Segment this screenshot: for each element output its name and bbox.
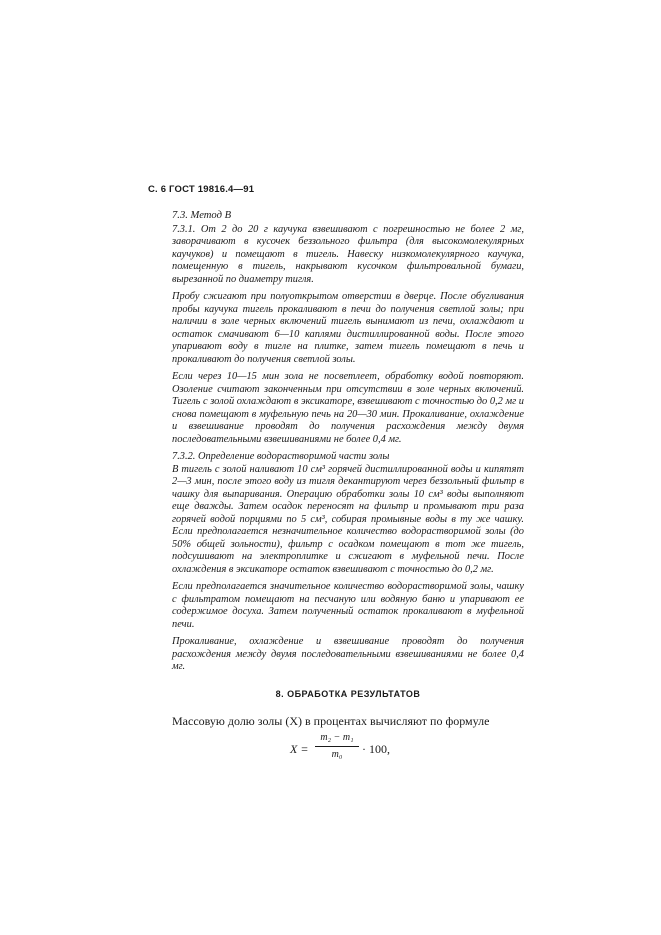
section-8-title: 8. ОБРАБОТКА РЕЗУЛЬТАТОВ <box>275 688 421 699</box>
paragraph-burning: Пробу сжигают при полуоткрытом отверстии в дверце. После обугливания пробы каучука тигель прокаливают в печи до получения светлой золы; при наличии в золе черных включений тигель вынимают из печи, охлаждают и остаток смачивают 6—10 каплями дистиллированной воды. После этого упаривают воду в тигле на плитке, затем тигель помещают в печь и прокаливают до получения светлой золы. <box>172 291 524 365</box>
formula-lhs: X = <box>290 741 309 756</box>
paragraph-7-3-1: 7.3.1. От 2 до 20 г каучука взвешивают с погрешностью не более 2 мг, заворачивают в кусочек беззольного фильтра (для высокомолекулярных каучуков) и помещают в тигель. Навеску низкомолекулярного каучука, помещенную в тигель, накрывают кусочком фильтровальной бумаги, вырезанной по диаметру тигля. <box>172 223 524 285</box>
page-body <box>172 210 524 772</box>
paragraph-water-soluble: В тигель с золой наливают 10 см³ горячей дистиллированной воды и кипятят 2—3 мин, после этого воду из тигля декантируют через беззольный фильтр в чашку для выпаривания. Операцию обработки золы 10 см³ воды выполняют еще дважды. Затем осадок переносят на фильтр и промывают три раза горячей водой порциями по 5 см³, собирая промывные воды в ту же чашку. Если предполагается незначительное количество водорастворимой золы (до 50% общей зольности), фильтр с осадком помещают в тот же тигель, подсушивают на электроплитке и сжигают в муфельной печи. После охлаждения в эксикаторе остаток взвешивают с точностью до 0,2 мг. <box>172 463 524 575</box>
formula-intro: Массовую долю золы (X) в процентах вычисляют по формуле <box>172 713 490 728</box>
paragraph-final-weighing: Прокаливание, охлаждение и взвешивание проводят до получения расхождения между двумя последовательными взвешиваниями не более 0,4 мг. <box>172 636 524 672</box>
formula-fraction <box>315 732 359 761</box>
fraction-bar <box>315 746 359 747</box>
paragraph-significant-amount: Если предполагается значительное количество водорастворимой золы, чашку с фильтратом помещают на песчаную или водяную баню и упаривают ее содержимое досуха. Затем полученный остаток прокаливают в муфельной печи. <box>172 581 524 630</box>
running-header: С. 6 ГОСТ 19816.4—91 <box>148 184 255 195</box>
formula-denominator: m₀ <box>331 748 343 760</box>
ash-formula <box>172 732 524 772</box>
method-b-heading: 7.3. Метод В <box>172 210 232 221</box>
formula-rhs: · 100, <box>362 741 390 756</box>
paragraph-repeat-treatment: Если через 10—15 мин зола не посветлеет, обработку водой повторяют. Озоление считают законченным при отсутствии в золе черных включений. Тигель с золой охлаждают в эксикаторе, взвешивают с точностью до 0,2 мг и снова помещают в муфельную печь на 20—30 мин. Прокаливание, охлаждение и взвешивание проводят до получения расхождения между двумя последовательными взвешиваниями не более 0,4 мг. <box>172 371 524 445</box>
formula-numerator: m₂ − m₁ <box>320 731 354 743</box>
heading-7-3-2: 7.3.2. Определение водорастворимой части золы <box>172 451 390 462</box>
